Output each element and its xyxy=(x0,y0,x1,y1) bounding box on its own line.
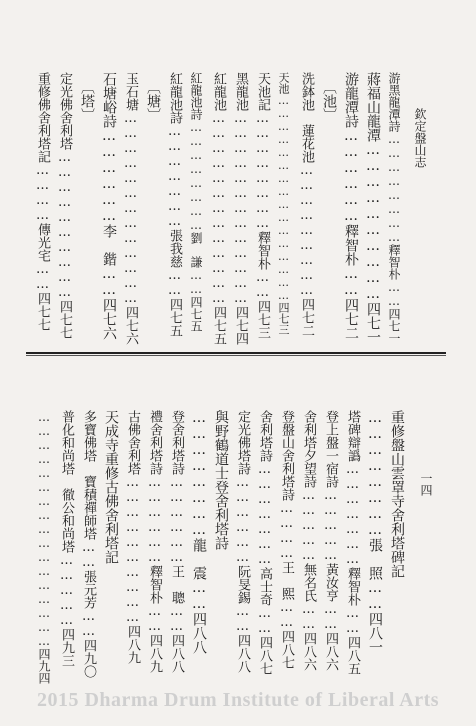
toc-entry: 天池…………………………………………四七三 xyxy=(277,72,290,335)
toc-entry: 重修盤山雲罩寺舍利塔碑記 xyxy=(389,410,405,578)
toc-entry: 定光佛舍利塔…………………………四七七 xyxy=(57,72,72,339)
toc-entry: 游黑龍潭詩……………………釋智朴……四七一 xyxy=(387,72,401,344)
toc-entry: 登上盤一宿詩……………黃汝亨……四八六 xyxy=(323,410,338,671)
toc-entry: 與野鶴道士登舍利塔詩 xyxy=(213,410,229,550)
toc-entry: 重修佛舍利塔記…………傳光宅……四七七 xyxy=(35,72,50,331)
toc-entry: 紅龍池詩…………………張我慈……四七五 xyxy=(167,72,182,337)
toc-entry: 登舍利塔詩………………王 聰……四八八 xyxy=(169,410,184,673)
toc-entry: 登盤山舍利塔詩…………王 熙……四八七 xyxy=(279,410,294,669)
toc-entry-continuation: ……………………張 照……四八一 xyxy=(367,410,383,654)
toc-entry: 古佛舍利塔…………………………四八九 xyxy=(125,410,140,664)
toc-entry-continuation: ……………………龍 震……四八八 xyxy=(191,410,207,654)
toc-entry: 舍利塔夕望詩……………無名氏……四八六 xyxy=(301,410,316,671)
toc-entry: 禮舍利塔詩………………釋智朴……四八九 xyxy=(147,410,162,673)
toc-entry: 洗鉢池 蓮花池………………………四七二 xyxy=(299,72,314,337)
toc-entry: 玉石塘…………………………………四七六 xyxy=(123,72,138,345)
toc-entry: 普化和尚塔 徹公和尚塔……………四九三 xyxy=(59,410,74,667)
book-title: 欽定盤山志 xyxy=(413,108,427,168)
watermark-text: 2015 Dharma Drum Institute of Liberal Arts xyxy=(36,689,440,711)
toc-entry: 紅龍池詩……………………劉 謙……四七五 xyxy=(189,72,203,332)
toc-entry: 舍利塔詩…………………高士奇……四八七 xyxy=(257,410,272,675)
toc-entry: 多寶佛塔 寶積禪師塔……張元芳……四九〇 xyxy=(81,410,96,678)
toc-section-heading: 〔塘〕 xyxy=(145,80,161,122)
page-number: 一四 xyxy=(419,472,433,496)
section-divider xyxy=(26,352,446,354)
toc-entry: 定光佛塔詩………………阮旻錫……四八八 xyxy=(235,410,250,673)
toc-entry: 天成寺重修古佛舍利塔記 xyxy=(103,410,119,564)
toc-entry: 塔碑辯譌…………………釋智朴……四八五 xyxy=(345,410,360,675)
toc-entry: 石塘峪詩………………李 鍇……四七六 xyxy=(101,72,117,340)
toc-entry: 天池記……………………釋智朴……四七三 xyxy=(255,72,270,339)
toc-entry: 紅龍池…………………………………四七五 xyxy=(211,72,226,345)
section-divider-thin xyxy=(26,355,446,356)
toc-entry: 蔣福山龍潭…………………………四七一 xyxy=(365,72,381,344)
toc-entry: 游龍潭詩………………釋智朴……四七二 xyxy=(343,72,359,340)
toc-entry: 黑龍池…………………………………四七四 xyxy=(233,72,248,345)
toc-section-heading: 〔池〕 xyxy=(321,80,337,122)
toc-entry-continuation: ……………………………………………四九四 xyxy=(37,410,51,684)
toc-section-heading: 〔塔〕 xyxy=(79,80,95,122)
